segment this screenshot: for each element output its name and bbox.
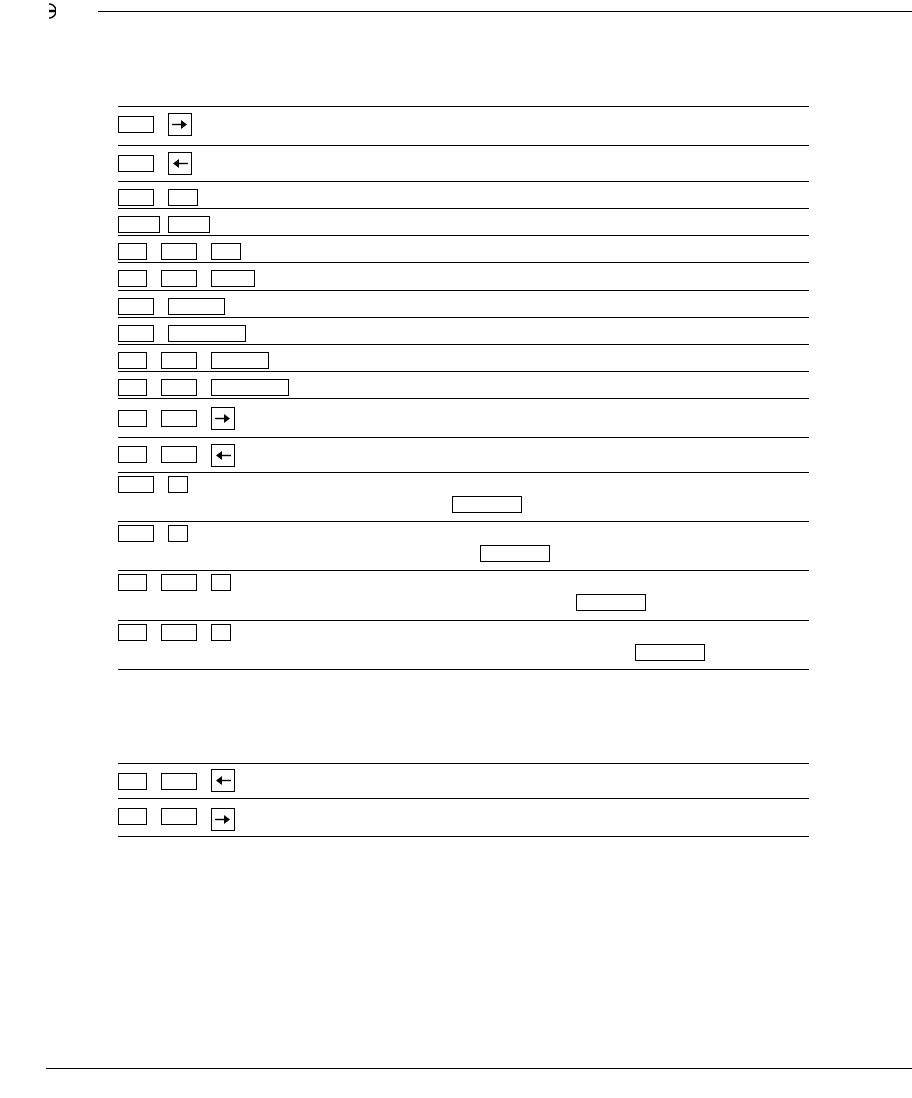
table-rule <box>118 437 809 438</box>
arrow-left-icon <box>211 769 235 792</box>
key-cap <box>118 624 147 641</box>
table-rule <box>118 398 809 399</box>
key-cap <box>168 189 198 206</box>
key-cap <box>118 155 154 172</box>
arrow-right-icon <box>211 808 235 831</box>
table-rule <box>118 798 809 799</box>
key-cap <box>211 379 289 396</box>
key-cap <box>168 476 188 493</box>
key-cap <box>118 189 154 206</box>
table-rule <box>118 620 809 621</box>
shortcut-table-main <box>118 106 809 670</box>
arrow-right-icon <box>211 407 235 430</box>
key-cap <box>161 773 197 790</box>
key-cap <box>118 574 147 591</box>
key-cap <box>576 594 646 611</box>
key-cap <box>168 525 188 542</box>
table-rule <box>118 570 809 571</box>
arrow-left-icon <box>211 444 235 467</box>
key-cap <box>118 446 147 463</box>
key-cap <box>480 545 550 562</box>
key-cap <box>161 446 197 463</box>
table-rule <box>118 317 809 318</box>
key-cap <box>211 243 241 260</box>
key-cap <box>161 379 197 396</box>
key-cap <box>118 379 147 396</box>
table-rule <box>118 106 809 107</box>
key-cap <box>452 496 522 513</box>
key-cap <box>211 270 255 287</box>
table-rule <box>118 235 809 236</box>
table-rule <box>118 208 809 209</box>
key-cap <box>635 644 705 661</box>
table-rule <box>118 836 809 837</box>
key-cap <box>161 624 197 641</box>
table-rule <box>118 521 809 522</box>
shortcut-table-secondary <box>118 763 809 837</box>
table-rule <box>118 669 809 670</box>
arrow-right-icon <box>168 113 192 136</box>
table-rule <box>118 145 809 146</box>
key-cap <box>161 270 197 287</box>
key-cap <box>118 298 154 315</box>
key-cap <box>118 243 147 260</box>
key-cap <box>118 773 147 790</box>
table-rule <box>118 262 809 263</box>
key-cap <box>118 270 147 287</box>
footer-rule <box>46 1068 912 1069</box>
key-cap <box>118 325 154 342</box>
key-cap <box>118 352 147 369</box>
key-cap <box>168 325 246 342</box>
table-rule <box>118 344 809 345</box>
key-cap <box>118 808 147 825</box>
key-cap <box>118 216 160 233</box>
key-cap <box>118 410 147 427</box>
key-cap <box>161 410 197 427</box>
key-cap <box>211 624 231 641</box>
key-cap <box>168 298 225 315</box>
key-cap <box>211 574 231 591</box>
key-cap <box>161 808 197 825</box>
key-cap <box>161 352 197 369</box>
table-rule <box>118 290 809 291</box>
table-rule <box>118 181 809 182</box>
table-rule <box>118 371 809 372</box>
arrow-left-icon <box>168 152 192 175</box>
key-cap <box>118 476 154 493</box>
hook-icon <box>40 3 56 19</box>
table-rule <box>118 763 809 764</box>
key-cap <box>118 116 154 133</box>
key-cap <box>161 574 197 591</box>
key-cap <box>161 243 197 260</box>
key-cap <box>168 216 210 233</box>
header-rule <box>98 11 912 12</box>
key-cap <box>118 525 154 542</box>
table-rule <box>118 472 809 473</box>
key-cap <box>211 352 269 369</box>
